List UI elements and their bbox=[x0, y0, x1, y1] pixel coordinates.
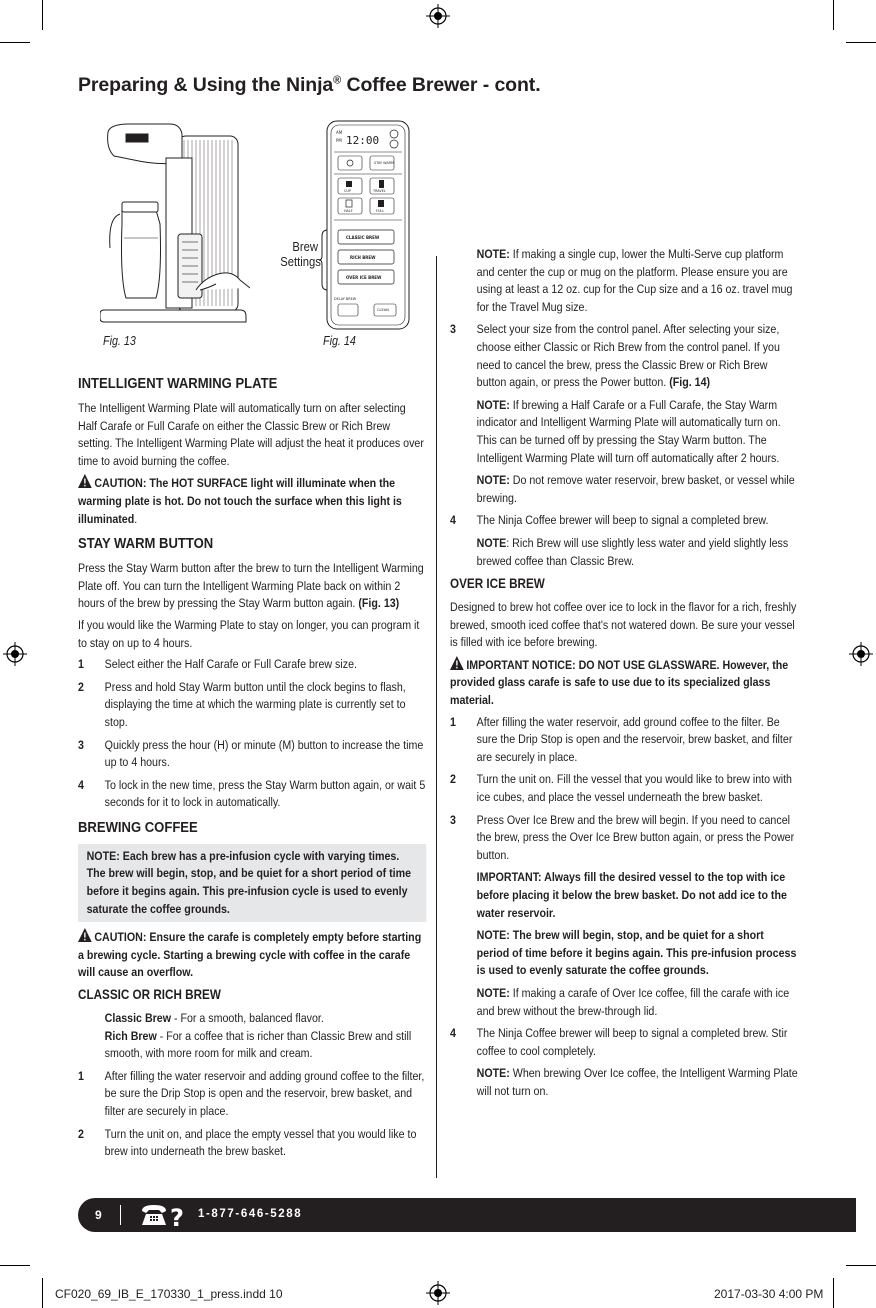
warming-heading: INTELLIGENT WARMING PLATE bbox=[78, 375, 278, 392]
registration-mark-icon bbox=[426, 1281, 450, 1305]
warming-caution: CAUTION: The HOT SURFACE light will illuminate when the warming plate is hot. Do not touch the surface when this light is illuminated. bbox=[78, 476, 402, 526]
brew-settings-label: Brew Settings bbox=[280, 240, 321, 269]
over-ice-heading: OVER ICE BREW bbox=[450, 576, 545, 592]
phone-help-icon bbox=[140, 1201, 190, 1229]
help-phone-number: 1-877-646-5288 bbox=[198, 1208, 303, 1220]
over-ice-paragraph: Designed to brew hot coffee over ice to lock in the flavor for a rich, freshly brewed, smooth iced coffee that's not watered down. Be sure your vessel is filled with ice before brewing. bbox=[450, 600, 797, 650]
classic-description: Classic Brew - For a smooth, balanced flavor. bbox=[104, 1011, 324, 1026]
list-item: 1 After filling the water reservoir, add ground coffee to the filter. Be sure the Drip Stop is open and the reservoir, brew basket, and filter are securely in place. bbox=[450, 714, 793, 764]
list-item: 1 Select either the Half Carafe or Full Carafe brew size. bbox=[78, 657, 357, 672]
crop-mark bbox=[42, 0, 43, 30]
fig13-caption: Fig. 13 bbox=[103, 334, 136, 348]
column-divider bbox=[436, 256, 437, 1178]
list-item: 4 The Ninja Coffee brewer will beep to signal a completed brew. Stir coffee to cool completely. bbox=[450, 1026, 788, 1058]
panel-am: AM bbox=[336, 130, 343, 135]
control-panel-illustration bbox=[326, 120, 410, 330]
coffee-maker-illustration bbox=[100, 118, 250, 340]
warming-paragraph: The Intelligent Warming Plate will automatically turn on after selecting Half Carafe or Full Carafe on either the Classic Brew or Rich Brew setting. The Intelligent Warming Plate will adjust the heat it produces over time to avoid burning the coffee. bbox=[78, 401, 424, 468]
svg-text:?: ? bbox=[170, 1204, 184, 1229]
stay-warm-paragraph-2: If you would like the Warming Plate to stay on longer, you can program it to stay on up to 4 hours. bbox=[78, 617, 420, 650]
warning-icon bbox=[450, 656, 464, 670]
crop-mark bbox=[833, 1278, 834, 1308]
panel-clock: 12:00 bbox=[346, 134, 380, 147]
crop-mark bbox=[0, 1265, 30, 1266]
note-warming-plate-off: NOTE: When brewing Over Ice coffee, the Intelligent Warming Plate will not turn on. bbox=[476, 1066, 798, 1098]
crop-mark bbox=[833, 0, 834, 30]
stay-warm-paragraph: Press the Stay Warm button after the brew to turn the Intelligent Warming Plate off. You can turn the Intelligent Warming Plate back on within 2 hours of the brew by pressing the Stay Warm button again. (Fig. 13) bbox=[78, 561, 424, 611]
warning-icon bbox=[78, 474, 92, 488]
panel-half: HALF bbox=[344, 209, 353, 213]
panel-full: FULL bbox=[376, 209, 385, 213]
crop-mark bbox=[42, 1278, 43, 1308]
list-item: 1 After filling the water reservoir and adding ground coffee to the filter, be sure the Drip Stop is open and the reservoir, brew basket, and filter are securely in place. bbox=[78, 1068, 425, 1118]
list-item: 2 Press and hold Stay Warm button until the clock begins to flash, displaying the time at which the warming plate is currently set to stop. bbox=[78, 679, 406, 729]
list-item: 2 Turn the unit on. Fill the vessel that you would like to brew into with ice cubes, and place the vessel underneath the brew basket. bbox=[450, 772, 792, 805]
panel-travel: TRAVEL bbox=[373, 189, 386, 193]
classic-rich-heading: CLASSIC OR RICH BREW bbox=[78, 987, 221, 1003]
stay-warm-heading: STAY WARM BUTTON bbox=[78, 535, 214, 553]
crop-mark bbox=[0, 42, 30, 43]
right-column bbox=[450, 246, 798, 1106]
list-item: 4 To lock in the new time, press the Stay Warm button again, or wait 5 seconds for it to lock in automatically. bbox=[78, 777, 426, 810]
list-item: 3 Quickly press the hour (H) or minute (M) button to increase the time up to 4 hours. bbox=[78, 737, 424, 770]
list-item: 2 Turn the unit on, and place the empty vessel that you would like to brew into underneath the brew basket. bbox=[78, 1126, 417, 1159]
slug-filename: CF020_69_IB_E_170330_1_press.indd 10 bbox=[55, 1287, 283, 1301]
glassware-notice: IMPORTANT NOTICE: DO NOT USE GLASSWARE. However, the provided glass carafe is safe to use due to its specialized glass material. bbox=[450, 657, 789, 708]
panel-pm: PM bbox=[336, 138, 342, 143]
registration-mark-icon bbox=[849, 642, 873, 666]
list-item: 3 Select your size from the control panel. After selecting your size, choose either Classic or Rich Brew from the control panel. If you need to cancel the brew, press the Classic Brew or Rich Brew button again, or press the Power button. (Fig. 14) bbox=[450, 322, 780, 390]
note-single-cup: NOTE: If making a single cup, lower the Multi-Serve cup platform and center the cup or mug on the platform. Please ensure you are using at least a 12 oz. cup for the Cup size and a 16 oz. travel mug for the Travel Mug size. bbox=[476, 247, 793, 314]
panel-classic: CLASSIC BREW bbox=[346, 235, 380, 240]
page-title: Preparing & Using the Ninja® Coffee Brewer - cont. bbox=[78, 74, 541, 96]
list-item: 3 Press Over Ice Brew and the brew will begin. If you need to cancel the brew, press the Over Ice Brew button again, or press the Power button. bbox=[450, 812, 795, 862]
fig14-caption: Fig. 14 bbox=[323, 334, 356, 348]
slug-date: 2017-03-30 4:00 PM bbox=[714, 1287, 824, 1301]
footer-divider bbox=[120, 1205, 121, 1225]
note-do-not-remove: NOTE: Do not remove water reservoir, brew basket, or vessel while brewing. bbox=[476, 473, 795, 505]
note-rich-brew: NOTE: Rich Brew will use slightly less water and yield slightly less brewed coffee than Classic Brew. bbox=[476, 535, 789, 568]
left-column bbox=[78, 368, 426, 1166]
note-carafe-over-ice: NOTE: If making a carafe of Over Ice coffee, fill the carafe with ice and brew without the brew-through lid. bbox=[476, 985, 790, 1018]
brewing-note: NOTE: Each brew has a pre-infusion cycle with varying times. The brew will begin, stop, and be quiet for a short period of time before it begins again. This pre-infusion cycle is used to evenly saturate the coffee grounds. bbox=[78, 844, 426, 922]
important-ice-note: IMPORTANT: Always fill the desired vessel to the top with ice before placing it below the brew basket. Do not add ice to the water reservoir. bbox=[476, 870, 787, 920]
warning-icon bbox=[78, 928, 92, 942]
registration-mark-icon bbox=[3, 642, 27, 666]
registration-mark-icon bbox=[426, 4, 450, 28]
pre-infusion-note: NOTE: The brew will begin, stop, and be quiet for a short period of time before it begins again. This pre-infusion process is used to evenly saturate the coffee grounds. bbox=[476, 928, 797, 978]
brewing-heading: BREWING COFFEE bbox=[78, 818, 198, 836]
panel-cup: CUP bbox=[344, 189, 351, 193]
crop-mark bbox=[846, 42, 876, 43]
footer-bar bbox=[78, 1198, 856, 1232]
crop-mark bbox=[846, 1265, 876, 1266]
list-item: 4 The Ninja Coffee brewer will beep to signal a completed brew. bbox=[450, 513, 769, 528]
panel-stay-warm: STAY WARM bbox=[374, 161, 394, 165]
panel-rich: RICH BREW bbox=[350, 255, 376, 260]
panel-over-ice: OVER ICE BREW bbox=[346, 275, 382, 280]
rich-description: Rich Brew - For a coffee that is richer than Classic Brew and still smooth, with more room for milk and cream. bbox=[104, 1028, 412, 1061]
note-stay-warm: NOTE: If brewing a Half Carafe or a Full Carafe, the Stay Warm indicator and Intelligent Warming Plate will automatically turn on. This can be turned off by pressing the Stay Warm button. The Intelligent Warming Plate will turn off automatically after 2 hours. bbox=[476, 397, 781, 465]
page-number: 9 bbox=[95, 1208, 102, 1222]
panel-clean: CLEAN bbox=[377, 308, 389, 312]
brewing-caution: CAUTION: Ensure the carafe is completely empty before starting a brewing cycle. Starting a brewing cycle with coffee in the carafe will cause an overflow. bbox=[78, 930, 422, 980]
panel-delay: DELAY BREW bbox=[334, 297, 357, 301]
